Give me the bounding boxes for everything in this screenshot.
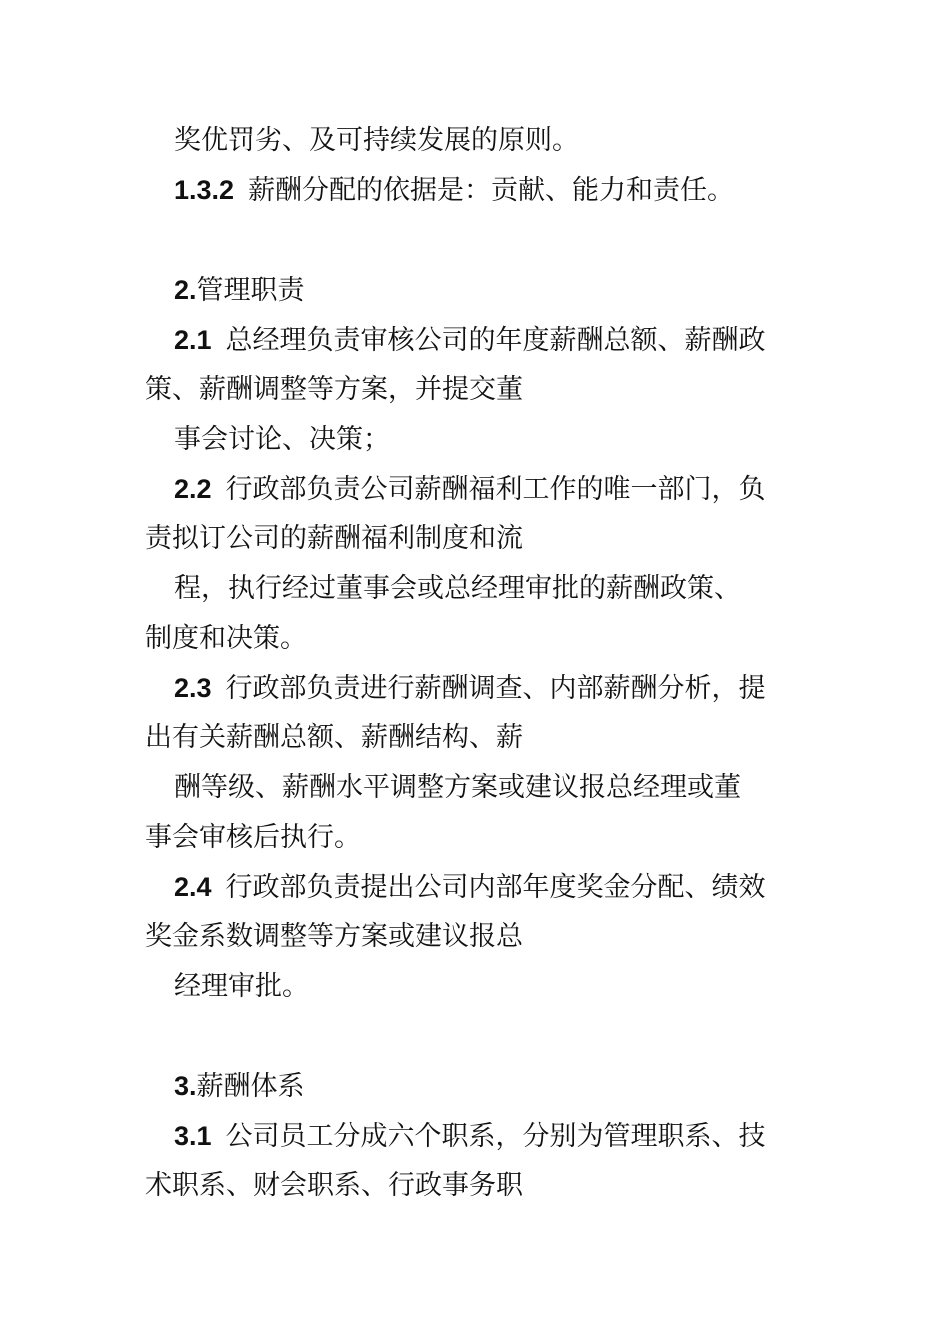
paragraph-text: 术职系、财会职系、行政事务职 [145,1170,523,1201]
paragraph-line [145,818,825,858]
paragraph-text: 程，执行经过董事会或总经理审批的薪酬政策、 [174,573,741,604]
clause-3-1 [174,1116,854,1156]
clause-text: 行政部负责提出公司内部年度奖金分配、绩效 [225,872,766,903]
paragraph-text: 酬等级、薪酬水平调整方案或建议报总经理或董 [174,772,741,803]
clause-2-1 [174,320,854,360]
paragraph-line [174,967,854,1007]
section-heading-3 [174,1066,854,1106]
paragraph-line [174,121,854,161]
paragraph-line [145,519,825,559]
paragraph-text: 经理审批。 [174,971,309,1002]
clause-2-3 [174,668,854,708]
paragraph-text: 事会讨论、决策； [174,424,390,455]
paragraph-text: 奖优罚劣、及可持续发展的原则。 [174,125,579,156]
clause-number: 2.3 [174,673,212,703]
section-heading-2 [174,270,854,310]
paragraph-line [174,420,854,460]
paragraph-text: 奖金系数调整等方案或建议报总 [145,921,523,952]
clause-text: 行政部负责进行薪酬调查、内部薪酬分析，提 [225,673,766,704]
paragraph-line [145,619,825,659]
clause-text: 行政部负责公司薪酬福利工作的唯一部门，负 [225,474,766,505]
paragraph-text: 责拟订公司的薪酬福利制度和流 [145,523,523,554]
clause-2-2 [174,469,854,509]
clause-1-3-2 [174,170,854,210]
section-title: 薪酬体系 [196,1071,305,1102]
paragraph-line [145,718,825,758]
clause-text: 总经理负责审核公司的年度薪酬总额、薪酬政 [225,325,766,356]
clause-number: 2.2 [174,474,212,504]
clause-text: 公司员工分成六个职系，分别为管理职系、技 [225,1121,766,1152]
clause-2-4 [174,867,854,907]
section-number: 3. [174,1071,197,1101]
section-number: 2. [174,275,197,305]
paragraph-line [145,917,825,957]
paragraph-line [174,569,854,609]
clause-text: 薪酬分配的依据是：贡献、能力和责任。 [248,175,735,206]
clause-number: 1.3.2 [174,175,235,205]
clause-number: 2.1 [174,325,212,355]
paragraph-text: 出有关薪酬总额、薪酬结构、薪 [145,722,523,753]
clause-number: 2.4 [174,872,212,902]
paragraph-line [145,1166,825,1206]
clause-number: 3.1 [174,1121,212,1151]
paragraph-line [174,768,854,808]
paragraph-text: 制度和决策。 [145,623,307,654]
paragraph-text: 事会审核后执行。 [145,822,361,853]
paragraph-line [145,370,825,410]
paragraph-text: 策、薪酬调整等方案，并提交董 [145,374,523,405]
section-title: 管理职责 [196,275,305,306]
